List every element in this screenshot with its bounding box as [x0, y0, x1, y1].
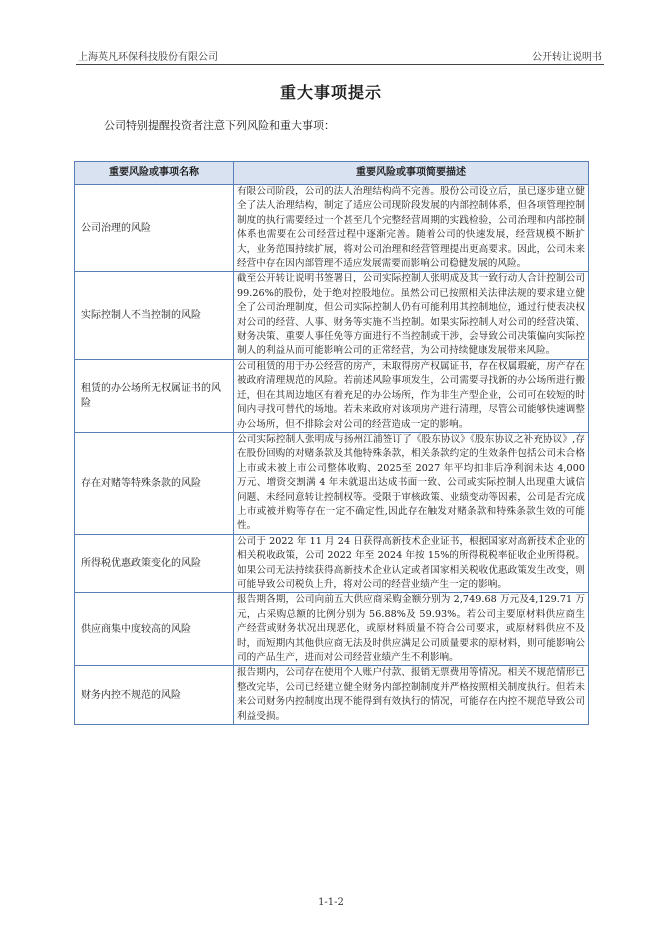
risk-table	[74, 161, 589, 725]
table-row	[75, 593, 589, 666]
page-title: 重大事项提示	[279, 83, 382, 102]
header-document-type: 公开转让说明书	[532, 52, 602, 63]
risk-name-cell: 租赁的办公场所无权属证书的风险	[75, 359, 234, 432]
page-number: 1-1-2	[318, 897, 344, 908]
column-header-description: 重要风险或事项简要描述	[234, 162, 589, 185]
column-header-name: 重要风险或事项名称	[75, 162, 234, 185]
risk-description-cell: 报告期各期，公司向前五大供应商采购金额分别为 2,749.68 万元及4,129.71 万元，占采购总额的比例分别为 56.88%及 59.93%。若公司主要原材料供应商生产经营或财务状况出现恶化，或原材料质量不符合公司要求，或原材料供应不及时，而短期内其他供应商无法及时供应满足公司质量要求的原材料，则可能影响公司的产品生产，进而对公司经营业绩产生不利影响。	[234, 593, 589, 666]
risk-name-cell: 所得税优惠政策变化的风险	[75, 534, 234, 593]
risk-name-cell: 公司治理的风险	[75, 185, 234, 272]
table-row	[75, 534, 589, 593]
table-row	[75, 359, 589, 432]
intro-paragraph: 公司特别提醒投资者注意下列风险和重大事项：	[104, 119, 335, 132]
risk-description-cell: 公司于 2022 年 11 月 24 日获得高新技术企业证书，根据国家对高新技术企业的相关税收政策，公司 2022 年至 2024 年按 15%的所得税税率征收企业所得税。如果公司无法持续获得高新技术企业认定或者国家相关税收优惠政策发生改变，则可能导致公司税负上升，将对公司的经营业绩产生一定的影响。	[234, 534, 589, 593]
risk-name-cell: 供应商集中度较高的风险	[75, 593, 234, 666]
table-header-row	[75, 162, 589, 185]
header-company-name: 上海英凡环保科技股份有限公司	[78, 52, 218, 63]
page-header	[76, 44, 604, 65]
risk-name-cell: 实际控制人不当控制的风险	[75, 272, 234, 359]
table-row	[75, 432, 589, 534]
risk-description-cell: 公司实际控制人张明成与扬州江浦签订了《股东协议》《股东协议之补充协议》,存在股份回购的对赌条款及其他特殊条款，相关条款约定的生效条件包括公司未合格上市或未被上市公司整体收购、2025至 2027 年平均扣非后净利润未达 4,000 万元、增资交割满 4 年未就退出达成书面一致、公司或实际控制人出现重大诚信问题、未经同意转让控制权等。受限于审核政策、业绩变动等因素，公司是否完成上市或被并购等存在一定不确定性,因此存在触发对赌条款和特殊条款生效的可能性。	[234, 432, 589, 534]
risk-name-cell: 存在对赌等特殊条款的风险	[75, 432, 234, 534]
risk-description-cell: 报告期内，公司存在使用个人账户付款、报销无票费用等情况。相关不规范情形已整改完毕，公司已经建立健全财务内部控制制度并严格按照相关制度执行。但若未来公司财务内控制度出现不能得到有效执行的情况，可能存在内控不规范导致公司利益受损。	[234, 666, 589, 725]
table-row	[75, 272, 589, 359]
table-row	[75, 185, 589, 272]
risk-name-cell: 财务内控不规范的风险	[75, 666, 234, 725]
risk-description-cell: 公司租赁的用于办公经营的房产，未取得房产权属证书，存在权属瑕疵，房产存在被政府清理规范的风险。若前述风险事项发生，公司需要寻找新的办公场所进行搬迁，但在其周边地区有着充足的办公场所，作为非生产型企业，公司可在较短的时间内寻找可替代的场地。若未来政府对该项房产进行清理，尽管公司能够快速调整办公场所，但不排除会对公司的经营造成一定的影响。	[234, 359, 589, 432]
risk-description-cell: 截至公开转让说明书签署日，公司实际控制人张明成及其一致行动人合计控制公司 99.26%的股份，处于绝对控股地位。虽然公司已按照相关法律法规的要求建立健全了公司治理制度，但公司实际控制人仍有可能利用其控制地位，通过行使表决权对公司的经营、人事、财务等实施不当控制。如果实际控制人对公司的经营决策、财务决策、重要人事任免等方面进行不当控制或干涉，会导致公司决策偏向实际控制人的利益从而可能影响公司的正常经营，为公司持续健康发展带来风险。	[234, 272, 589, 359]
risk-description-cell: 有限公司阶段，公司的法人治理结构尚不完善。股份公司设立后，虽已逐步建立健全了法人治理结构，制定了适应公司现阶段发展的内部控制体系，但各项管理控制制度的执行需要经过一个甚至几个完整经营周期的实践检验，公司治理和内部控制体系也需要在公司经营过程中逐渐完善。随着公司的快速发展，经营规模不断扩大，业务范围持续扩展，将对公司治理和经营管理提出更高要求。因此，公司未来经营中存在因内部管理不适应发展需要而影响公司稳健发展的风险。	[234, 185, 589, 272]
table-row	[75, 666, 589, 725]
